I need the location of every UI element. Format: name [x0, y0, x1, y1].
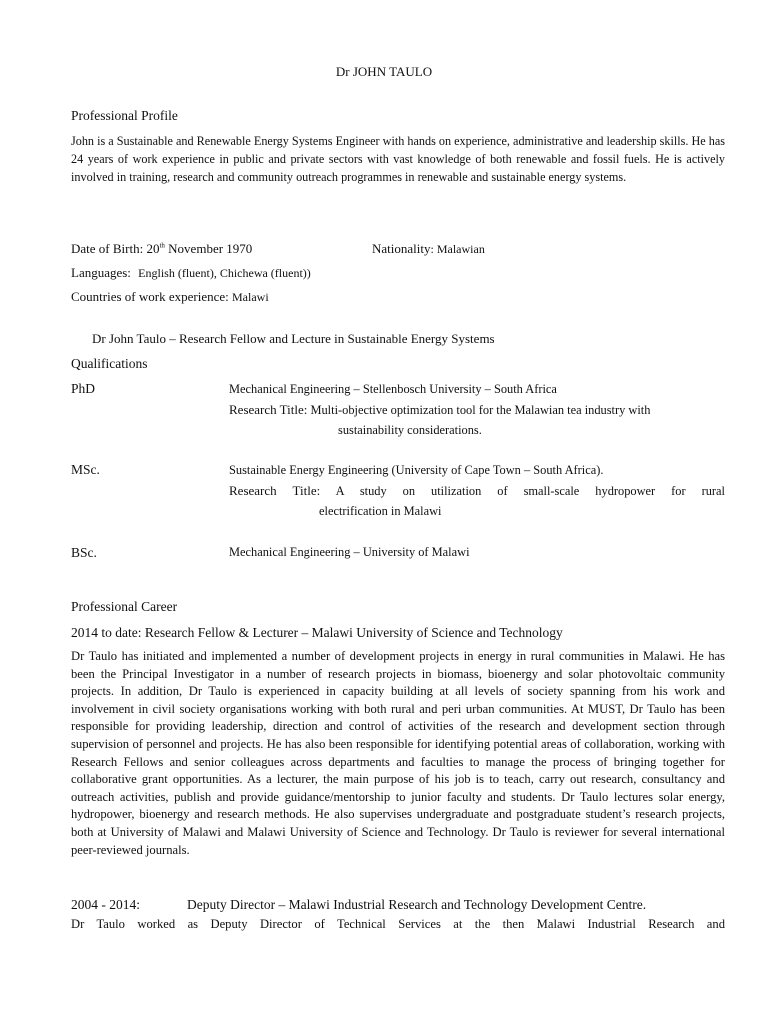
- nationality-label: Nationality: [372, 241, 431, 256]
- phd-rt-line1: Multi-objective optimization tool for the Malawian tea industry with: [310, 403, 651, 417]
- msc-rt-line2: electrification in Malawi: [319, 504, 442, 518]
- bsc-degree: BSc.: [71, 545, 97, 560]
- job2-description: [71, 917, 725, 932]
- job2-text: Dr Taulo worked as Deputy Director of Technical Services at the then Malawi Industrial Research and: [71, 917, 725, 931]
- phd-detail: Mechanical Engineering – Stellenbosch University – South Africa: [229, 382, 557, 396]
- job2-title: Deputy Director – Malawi Industrial Research and Technology Development Centre.: [187, 897, 647, 912]
- role-line: Dr John Taulo – Research Fellow and Lecture in Sustainable Energy Systems: [92, 331, 495, 346]
- nationality: [372, 241, 485, 257]
- dob-rest: November 1970: [164, 241, 253, 256]
- bsc-detail: Mechanical Engineering – University of Malawi: [229, 545, 470, 559]
- document-title: Dr JOHN TAULO: [335, 64, 433, 79]
- dob-sup: th: [159, 241, 165, 250]
- profile-text: [71, 132, 725, 186]
- phd-rt-label: Research Title:: [229, 402, 308, 417]
- msc-rt-label: Research Title:: [229, 483, 321, 498]
- job2-years: 2004 - 2014:: [71, 897, 140, 912]
- qualifications-heading: Qualifications: [71, 356, 148, 371]
- languages-label: Languages:: [71, 265, 131, 280]
- nationality-value: : Malawian: [430, 242, 485, 256]
- job1-description: Dr Taulo has initiated and implemented a number of development projects in energy in rural communities in Malawi. He has been the Principal Investigator in a number of research projects in biomass, bioenergy and solar photovoltaic community projects. In addition, Dr Taulo is experienced in capacity building at all levels of society spanning from his work and involvement in civil society organisations working with both rural and peri urban communities. At MUST, Dr Taulo has been responsible for providing leadership, direction and control of activities of the research and development section through supervision of personnel and projects. He has also been responsible for identifying potential areas of collaboration, working with Research Fellows and senior colleagues across departments and faculties to manage the process of bringing together for collaborative grant opportunities. As a lecturer, the main purpose of his job is to teach, carry out research, consultancy and outreach activities, publish and provide guidance/mentorship to junior faculty and students. Dr Taulo lectures solar energy, hydropower, bioenergy and research methods. He also supervises undergraduate and postgraduate student’s research projects, both at University of Malawi and Malawi University of Science and Technology. Dr Taulo is reviewer for several international peer-reviewed journals.: [71, 649, 725, 857]
- date-of-birth: [71, 241, 252, 257]
- msc-research-title: [229, 483, 725, 499]
- msc-detail: Sustainable Energy Engineering (University of Cape Town – South Africa).: [229, 463, 604, 477]
- career-heading: Professional Career: [71, 599, 178, 614]
- job1-heading: 2014 to date: Research Fellow & Lecturer – Malawi University of Science and Technology: [71, 625, 563, 640]
- countries-label: Countries of work experience:: [71, 289, 229, 304]
- languages-value: English (fluent), Chichewa (fluent)): [138, 266, 311, 280]
- phd-degree: PhD: [71, 381, 96, 396]
- msc-rt-line1: A study on utilization of small-scale hydropower for rural: [335, 484, 725, 498]
- dob-label: Date of Birth: 20: [71, 241, 160, 256]
- phd-rt-line2: sustainability considerations.: [338, 423, 482, 437]
- profile-paragraph: John is a Sustainable and Renewable Energy Systems Engineer with hands on experience, administrative and leadership skills. He has 24 years of work experience in public and private sectors with vast knowledge of both renewable and fossil fuels. He is actively involved in training, research and community outreach programmes in renewable and sustainable energy systems.: [71, 134, 725, 184]
- phd-research-title: [229, 402, 650, 418]
- languages: [71, 265, 311, 281]
- msc-degree: MSc.: [71, 462, 100, 477]
- countries-value: Malawi: [232, 290, 269, 304]
- profile-heading: Professional Profile: [71, 108, 178, 123]
- countries: [71, 289, 269, 305]
